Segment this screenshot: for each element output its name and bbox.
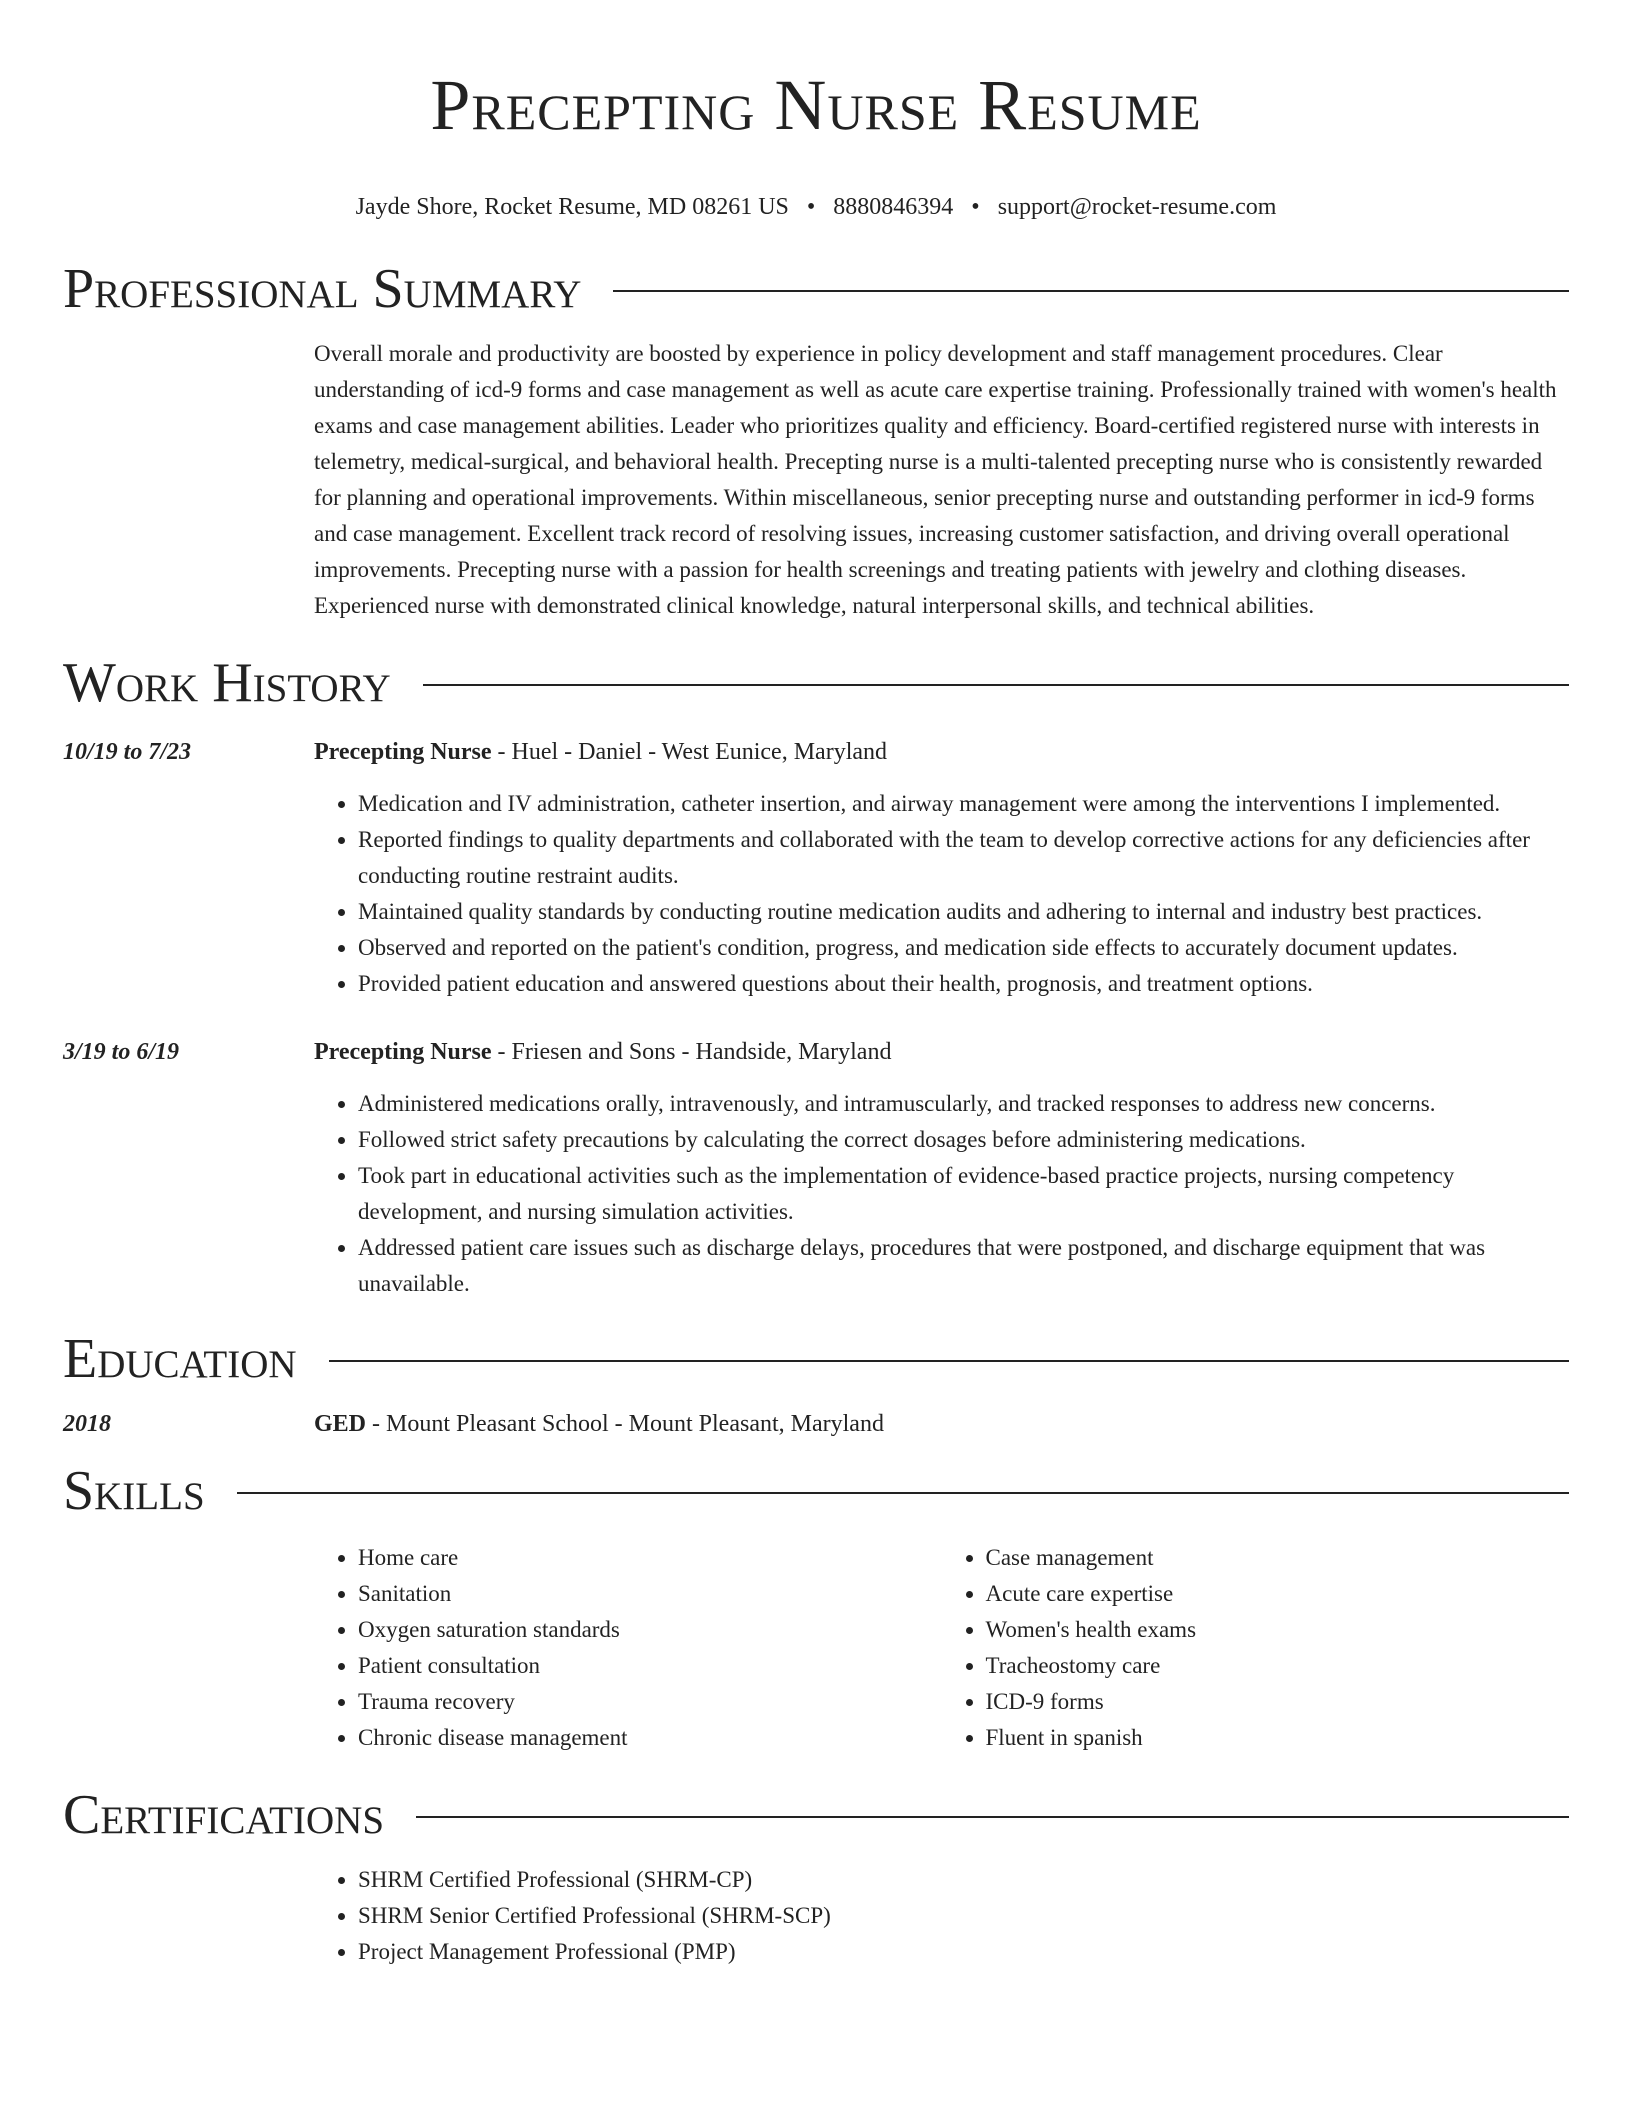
job-title: Precepting Nurse [314,739,492,765]
job-title-line [314,1034,1569,1070]
section-divider [416,1816,1569,1818]
certifications-row [63,1848,1569,1970]
skill-item: • Trauma recovery [358,1684,942,1720]
education-details: - Mount Pleasant School - Mount Pleasant, Maryland [366,1411,884,1437]
contact-phone: 8880846394 [833,194,954,220]
education-section-header [63,1326,1569,1392]
certifications-section-header [63,1782,1569,1848]
job-bullet: • Reported findings to quality departments and collaborated with the team to develop corrective actions for any deficiencies after conducting routine restraint audits. [358,822,1569,894]
certifications-left-spacer [63,1848,314,1970]
job-left-spacer [63,1070,314,1302]
job-header-row [63,734,1569,770]
contact-separator: • [971,194,980,220]
skill-item: • Women's health exams [986,1612,1570,1648]
summary-text: Overall morale and productivity are boosted by experience in policy development and staff management procedures. Clear understanding of icd-9 forms and case management as well as acute care expertise training. Professionally trained with women's health exams and case management abilities. Leader who prioritizes quality and efficiency. Board-certified registered nurse with interests in telemetry, medical-surgical, and behavioral health. Precepting nurse is a multi-talented precepting nurse who is consistently rewarded for planning and operational improvements. Within miscellaneous, senior precepting nurse and outstanding performer in icd-9 forms and case management. Excellent track record of resolving issues, increasing customer satisfaction, and driving overall operational improvements. Precepting nurse with a passion for health screenings and treating patients with jewelry and clothing diseases. Experienced nurse with demonstrated clinical knowledge, natural interpersonal skills, and technical abilities. [314,341,1557,618]
job-details: - Friesen and Sons - Handside, Maryland [491,1039,892,1065]
job-bullet-list [314,786,1569,1002]
job-bullet: • Observed and reported on the patient's condition, progress, and medication side effects to accurately document updates. [358,930,1569,966]
job-bullet: • Followed strict safety precautions by calculating the correct dosages before administering medications. [358,1122,1569,1158]
job-bullet: • Provided patient education and answered questions about their health, prognosis, and treatment options. [358,966,1569,1002]
job-bullets-container [314,770,1569,1002]
skills-list-right [942,1540,1570,1756]
section-divider [613,290,1569,292]
skill-item: • Acute care expertise [986,1576,1570,1612]
skill-item: • Fluent in spanish [986,1720,1570,1756]
job-bullet: • Took part in educational activities such as the implementation of evidence-based practice projects, nursing competency development, and nursing simulation activities. [358,1158,1569,1230]
skills-container [314,1524,1569,1756]
job-title: Precepting Nurse [314,1039,492,1065]
section-divider [329,1360,1569,1362]
certification-item: • SHRM Senior Certified Professional (SHRM-SCP) [358,1898,1569,1934]
job-header-row [63,1034,1569,1070]
resume-title: Precepting Nurse Resume [430,65,1202,145]
certifications-container [314,1848,1569,1970]
job-bullets-row [63,770,1569,1002]
summary-left-spacer [63,336,314,624]
skill-item: • Case management [986,1540,1570,1576]
job-bullets-container [314,1070,1569,1302]
job-left-spacer [63,770,314,1002]
education-degree: GED [314,1411,367,1437]
job-bullet: • Administered medications orally, intravenously, and intramuscularly, and tracked responses to address new concerns. [358,1086,1569,1122]
skills-heading: Skills [63,1460,205,1522]
job-bullet: • Maintained quality standards by conducting routine medication audits and adhering to internal and industry best practices. [358,894,1569,930]
skill-item: • Home care [358,1540,942,1576]
skill-item: • Sanitation [358,1576,942,1612]
contact-separator: • [806,194,816,220]
section-divider [423,684,1569,686]
skill-item: • Patient consultation [358,1648,942,1684]
work-heading: Work History [63,652,391,714]
work-section-header [63,650,1569,716]
job-details: - Huel - Daniel - West Eunice, Maryland [491,739,888,765]
contact-email: support@rocket-resume.com [997,194,1277,220]
skills-row [63,1524,1569,1756]
job-bullets-row [63,1070,1569,1302]
job-dates: 10/19 to 7/23 [63,739,192,765]
skills-left-spacer [63,1524,314,1756]
certifications-heading: Certifications [63,1784,385,1846]
skill-item: • ICD-9 forms [986,1684,1570,1720]
skill-item: • Tracheostomy care [986,1648,1570,1684]
section-divider [237,1492,1569,1494]
job-entry [63,1034,1569,1302]
education-year: 2018 [63,1411,111,1437]
summary-heading: Professional Summary [63,258,582,320]
contact-address: Jayde Shore, Rocket Resume, MD 08261 US [355,194,789,220]
education-heading: Education [63,1328,297,1390]
skill-item: • Oxygen saturation standards [358,1612,942,1648]
job-entry [63,734,1569,1002]
certifications-list [314,1862,1569,1970]
summary-section-header [63,256,1569,322]
job-title-line [314,734,1569,770]
job-bullet: • Medication and IV administration, catheter insertion, and airway management were among the interventions I implemented. [358,786,1569,822]
education-entry [63,1406,1569,1442]
job-bullet-list [314,1086,1569,1302]
job-dates: 3/19 to 6/19 [63,1039,180,1065]
skill-item: • Chronic disease management [358,1720,942,1756]
education-line [314,1406,1569,1442]
certification-item: • SHRM Certified Professional (SHRM-CP) [358,1862,1569,1898]
job-bullet: • Addressed patient care issues such as discharge delays, procedures that were postponed, and discharge equipment that was unavailable. [358,1230,1569,1302]
contact-line [63,192,1569,222]
summary-row [63,336,1569,624]
skills-section-header [63,1458,1569,1524]
certification-item: • Project Management Professional (PMP) [358,1934,1569,1970]
skills-list-left [314,1540,942,1756]
skills-grid [314,1540,1569,1756]
